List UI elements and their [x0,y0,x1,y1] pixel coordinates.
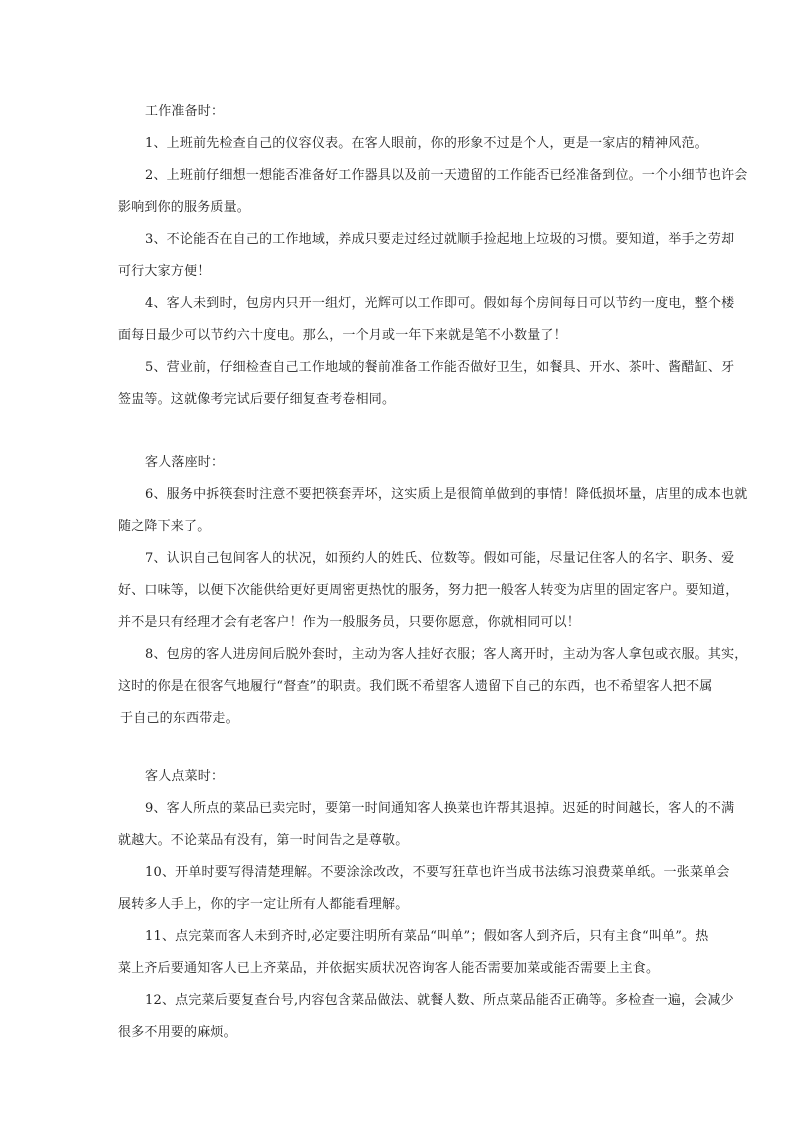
paragraph-line: 就越大。不论菜品有没有，第一时间告之是尊敬。 [118,833,409,848]
paragraph-line: 并不是只有经理才会有老客户！作为一般服务员，只要你愿意，你就相同可以！ [118,615,581,630]
paragraph-line: 5、营业前，仔细检查自己工作地域的餐前准备工作能否做好卫生，如餐具、开水、茶叶、酱醋缸、牙 [145,360,735,375]
paragraph-line: 12、点完菜后要复查台号,内容包含菜品做法、就餐人数、所点菜品能否正确等。多检查一遍，会减少 [145,993,734,1008]
paragraph-line: 很多不用要的麻烦。 [118,1025,237,1040]
paragraph-line: 展转多人手上，你的字一定让所有人都能看理解。 [118,897,409,912]
paragraph-line: 可行大家方便！ [118,264,211,279]
section-heading-ordering: 客人点菜时： [145,769,225,784]
paragraph-line: 于自己的东西带走。 [120,711,239,726]
section-heading-guest-seated: 客人落座时： [145,455,225,470]
paragraph-line: 6、服务中拆筷套时注意不要把筷套弄坏，这实质上是很简单做到的事情！降低损坏量，店里的成本也就 [145,487,748,502]
paragraph-line: 好、口味等，以便下次能供给更好更周密更热忱的服务，努力把一般客人转变为店里的固定客户。要知道， [118,583,739,598]
paragraph-line: 11、点完菜而客人未到齐时,必定要注明所有菜品“叫单”；假如客人到齐后，只有主食“叫单”。热 [145,929,709,944]
paragraph-line: 10、开单时要写得清楚理解。不要涂涂改改，不要写狂草也许当成书法练习浪费菜单纸。一张菜单会 [145,865,730,880]
section-heading-work-prep: 工作准备时： [145,104,225,119]
paragraph-line: 面每日最少可以节约六十度电。那么，一个月或一年下来就是笔不小数量了！ [118,328,567,343]
paragraph-line: 3、不论能否在自己的工作地域，养成只要走过经过就顺手捡起地上垃圾的习惯。要知道，举手之劳却 [145,232,735,247]
paragraph-line: 随之降下来了。 [118,519,211,534]
paragraph-line: 2、上班前仔细想一想能否准备好工作器具以及前一天遗留的工作能否已经准备到位。一个小细节也许会 [145,168,748,183]
paragraph-line: 7、认识自己包间客人的状况，如预约人的姓氏、位数等。假如可能，尽量记住客人的名字、职务、爱 [145,551,735,566]
paragraph-line: 签盅等。这就像考完试后要仔细复查考卷相同。 [118,392,396,407]
paragraph-line: 8、包房的客人进房间后脱外套时，主动为客人挂好衣服；客人离开时，主动为客人拿包或衣服。其实， [145,647,748,662]
paragraph-line: 影响到你的服务质量。 [118,200,251,215]
paragraph-line: 这时的你是在很客气地履行“督查”的职责。我们既不希望客人遗留下自己的东西，也不希望客人把不属 [118,679,713,694]
paragraph-line: 4、客人未到时，包房内只开一组灯，光辉可以工作即可。假如每个房间每日可以节约一度电，整个楼 [145,296,735,311]
paragraph-line: 菜上齐后要通知客人已上齐菜品，并依据实质状况咨询客人能否需要加菜或能否需要上主食。 [118,961,660,976]
paragraph-line: 1、上班前先检查自己的仪容仪表。在客人眼前，你的形象不过是个人，更是一家店的精神风范。 [145,136,708,151]
paragraph-line: 9、客人所点的菜品已卖完时，要第一时间通知客人换菜也许帮其退掉。迟延的时间越长，客人的不满 [145,801,735,816]
